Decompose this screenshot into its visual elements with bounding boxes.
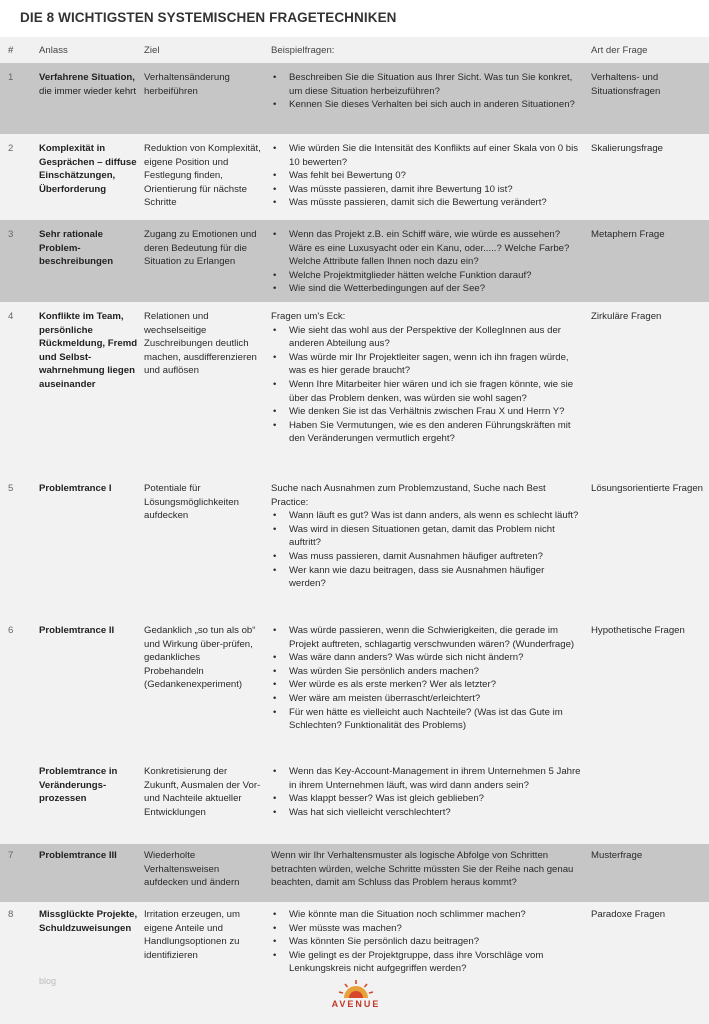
question-item: • Haben Sie Vermutungen, wie es den anderen Führungskräften mit den Veränderungen vermutlich ergeht? xyxy=(271,419,583,446)
question-item: • Wie würden Sie die Intensität des Konflikts auf einer Skala von 0 bis 10 bewerten? xyxy=(271,142,583,169)
beispiel-cell xyxy=(271,908,583,976)
beispiel-cell xyxy=(271,849,583,890)
anlass-cell xyxy=(39,624,139,638)
anlass-label: Problemtrance I xyxy=(39,483,112,494)
art-cell: Metaphern Frage xyxy=(591,229,665,240)
art-cell: Skalierungsfrage xyxy=(591,143,663,154)
question-item: • Was muss passieren, damit Ausnahmen häufiger auftreten? xyxy=(271,550,583,564)
header-beispiel: Beispielfragen: xyxy=(271,45,335,56)
question-item: • Wenn das Projekt z.B. ein Schiff wäre, wie würde es aussehen? Wäre es eine Luxusyacht oder ein Kanu, oder.....? Welche Farbe? Welche Attribute fallen Ihnen noch dazu ein? xyxy=(271,228,583,269)
sun-icon xyxy=(330,978,382,1000)
anlass-label: Problemtrance II xyxy=(39,625,115,636)
beispiel-intro: Suche nach Ausnahmen zum Problemzustand, Suche nach Best Practice: xyxy=(271,483,546,508)
question-item: • Kennen Sie dieses Verhalten bei sich auch in anderen Situationen? xyxy=(271,98,583,112)
question-item: • Was müsste passieren, damit sich die Bewertung verändert? xyxy=(271,196,583,210)
header-num: # xyxy=(8,45,14,56)
table-row xyxy=(0,63,709,134)
question-item: • Was wäre dann anders? Was würde sich nicht ändern? xyxy=(271,651,583,665)
anlass-label: Komplexität in Gesprächen – diffuse Einschätzungen, Überforderung xyxy=(39,143,137,195)
question-item: • Was wird in diesen Situationen getan, damit das Problem nicht auftritt? xyxy=(271,523,583,550)
ziel-cell: Potentiale für Lösungsmöglichkeiten aufdecken xyxy=(144,483,239,522)
question-item: • Wie denken Sie ist das Verhältnis zwischen Frau X und Herrn Y? xyxy=(271,405,583,419)
question-item: • Wenn Ihre Mitarbeiter hier wären und ich sie fragen könnte, wie sie über das Problem denken, was würden sie wohl sagen? xyxy=(271,378,583,405)
anlass-cell xyxy=(39,228,139,269)
anlass-label: Problemtrance in Veränderungs-prozessen xyxy=(39,766,118,805)
question-item: • Wie gelingt es der Projektgruppe, dass ihre Vorschläge vom Lenkungskreis nicht aufgegriffen werden? xyxy=(271,949,583,976)
question-item: • Für wen hätte es vielleicht auch Nachteile? (Was ist das Gute im Schlechten? Funktionalität des Problems) xyxy=(271,706,583,733)
ziel-cell: Wiederholte Verhaltensweisen aufdecken und ändern xyxy=(144,850,240,889)
ziel-cell: Zugang zu Emotionen und deren Bedeutung für die Situation zu Erlangen xyxy=(144,229,257,268)
beispiel-cell xyxy=(271,624,583,733)
question-item: • Beschreiben Sie die Situation aus Ihrer Sicht. Was tun Sie konkret, um diese Situation herbeizuführen? xyxy=(271,71,583,98)
anlass-cell xyxy=(39,908,139,935)
beispiel-cell xyxy=(271,482,583,591)
page-title: DIE 8 WICHTIGSTEN SYSTEMISCHEN FRAGETECHNIKEN xyxy=(20,10,397,25)
anlass-label: Sehr rationale Problem-beschreibungen xyxy=(39,229,114,268)
anlass-cell xyxy=(39,482,139,496)
question-item: • Welche Projektmitglieder hätten welche Funktion darauf? xyxy=(271,269,583,283)
table-row xyxy=(0,134,709,220)
row-number: 3 xyxy=(8,229,14,240)
ziel-cell: Konkretisierung der Zukunft, Ausmalen der Vor-und Nachteile aktueller Entwicklungen xyxy=(144,766,261,818)
row-number: 2 xyxy=(8,143,14,154)
beispiel-cell xyxy=(271,310,583,446)
row-number: 5 xyxy=(8,483,14,494)
row-number: 7 xyxy=(8,850,14,861)
question-list xyxy=(271,624,583,733)
art-cell: Paradoxe Fragen xyxy=(591,909,666,920)
ziel-cell: Irritation erzeugen, um eigene Anteile und Handlungsoptionen zu identifizieren xyxy=(144,909,240,961)
anlass-cell xyxy=(39,310,139,392)
question-item: • Was würde mir Ihr Projektleiter sagen, wenn ich ihn fragen würde, was es hier gerade braucht? xyxy=(271,351,583,378)
ziel-cell: Gedanklich „so tun als ob“ und Wirkung über-prüfen, gedankliches Probehandeln (Gedankenexperiment) xyxy=(144,625,256,691)
anlass-cell xyxy=(39,765,139,806)
question-item: • Wer wäre am meisten überrascht/erleichtert? xyxy=(271,692,583,706)
header-ziel: Ziel xyxy=(144,45,160,56)
question-list xyxy=(271,228,583,296)
avenue-logo xyxy=(330,978,382,1014)
question-item: • Was könnten Sie persönlich dazu beitragen? xyxy=(271,935,583,949)
art-cell: Musterfrage xyxy=(591,850,643,861)
question-item: • Wer würde es als erste merken? Wer als letzter? xyxy=(271,678,583,692)
table-row xyxy=(0,302,709,474)
table-row xyxy=(0,762,709,844)
question-list xyxy=(271,509,583,591)
question-list xyxy=(271,324,583,446)
question-item: • Was klappt besser? Was ist gleich geblieben? xyxy=(271,792,583,806)
title-bar xyxy=(0,0,709,37)
question-item: • Wenn das Key-Account-Management in ihrem Unternehmen 5 Jahre in ihrem Unternehmen läuft, was wird dann anders sein? xyxy=(271,765,583,792)
question-item: • Wie sieht das wohl aus der Perspektive der KollegInnen aus der anderen Abteilung aus? xyxy=(271,324,583,351)
question-list xyxy=(271,71,583,112)
ziel-cell: Verhaltensänderung herbeiführen xyxy=(144,72,230,97)
table-row xyxy=(0,220,709,302)
question-list xyxy=(271,142,583,210)
question-item: • Was würde passieren, wenn die Schwierigkeiten, die gerade im Projekt auftreten, schlagartig verschwunden wären? (Wunderfrage) xyxy=(271,624,583,651)
question-list xyxy=(271,908,583,976)
question-list xyxy=(271,765,583,819)
art-cell: Zirkuläre Fragen xyxy=(591,311,662,322)
art-cell: Hypothetische Fragen xyxy=(591,625,685,636)
watermark: blog xyxy=(39,976,57,986)
beispiel-cell xyxy=(271,228,583,296)
art-cell: Verhaltens- und Situationsfragen xyxy=(591,72,661,97)
beispiel-intro: Fragen um's Eck: xyxy=(271,311,346,322)
row-number: 6 xyxy=(8,625,14,636)
header-art: Art der Frage xyxy=(591,45,648,56)
table-row xyxy=(0,474,709,616)
question-item: • Was würden Sie persönlich anders machen? xyxy=(271,665,583,679)
table-row xyxy=(0,616,709,762)
question-item: • Wie könnte man die Situation noch schlimmer machen? xyxy=(271,908,583,922)
row-number: 1 xyxy=(8,72,14,83)
question-item: • Wann läuft es gut? Was ist dann anders, als wenn es schlecht läuft? xyxy=(271,509,583,523)
anlass-cell xyxy=(39,849,139,863)
question-item: • Wer kann wie dazu beitragen, dass sie Ausnahmen häufiger werden? xyxy=(271,564,583,591)
beispiel-intro: Wenn wir Ihr Verhaltensmuster als logische Abfolge von Schritten betrachten würden, welche Schritte müssten Sie der Reihe nach genau beachten, damit am Schluss das Problem heraus kommt? xyxy=(271,850,574,889)
table-row xyxy=(0,844,709,902)
anlass-label: Verfahrene Situation, xyxy=(39,72,135,83)
anlass-label: Konflikte im Team, persönliche Rückmeldung, Fremd und Selbst-wahrnehmung liegen auseinander xyxy=(39,311,138,390)
question-item: • Was fehlt bei Bewertung 0? xyxy=(271,169,583,183)
row-number: 4 xyxy=(8,311,14,322)
row-number: 8 xyxy=(8,909,14,920)
anlass-label: Problemtrance III xyxy=(39,850,117,861)
question-item: • Was hat sich vielleicht verschlechtert? xyxy=(271,806,583,820)
question-item: • Wer müsste was machen? xyxy=(271,922,583,936)
table-header xyxy=(0,37,709,63)
logo-text: AVENUE xyxy=(331,999,381,1009)
question-item: • Was müsste passieren, damit ihre Bewertung 10 ist? xyxy=(271,183,583,197)
beispiel-cell xyxy=(271,765,583,819)
anlass-label: Missglückte Projekte, Schuldzuweisungen xyxy=(39,909,138,934)
art-cell: Lösungsorientierte Fragen xyxy=(591,483,703,494)
anlass-extra: die immer wieder kehrt xyxy=(39,85,137,97)
ziel-cell: Relationen und wechselseitige Zuschreibungen deutlich machen, ausdifferenzieren und auflösen xyxy=(144,311,257,377)
question-item: • Wie sind die Wetterbedingungen auf der See? xyxy=(271,282,583,296)
anlass-cell xyxy=(39,71,139,98)
anlass-cell xyxy=(39,142,139,196)
header-anlass: Anlass xyxy=(39,45,68,56)
ziel-cell: Reduktion von Komplexität, eigene Position und Festlegung finden, Orientierung für nächste Schritte xyxy=(144,143,261,209)
beispiel-cell xyxy=(271,142,583,210)
beispiel-cell xyxy=(271,71,583,112)
